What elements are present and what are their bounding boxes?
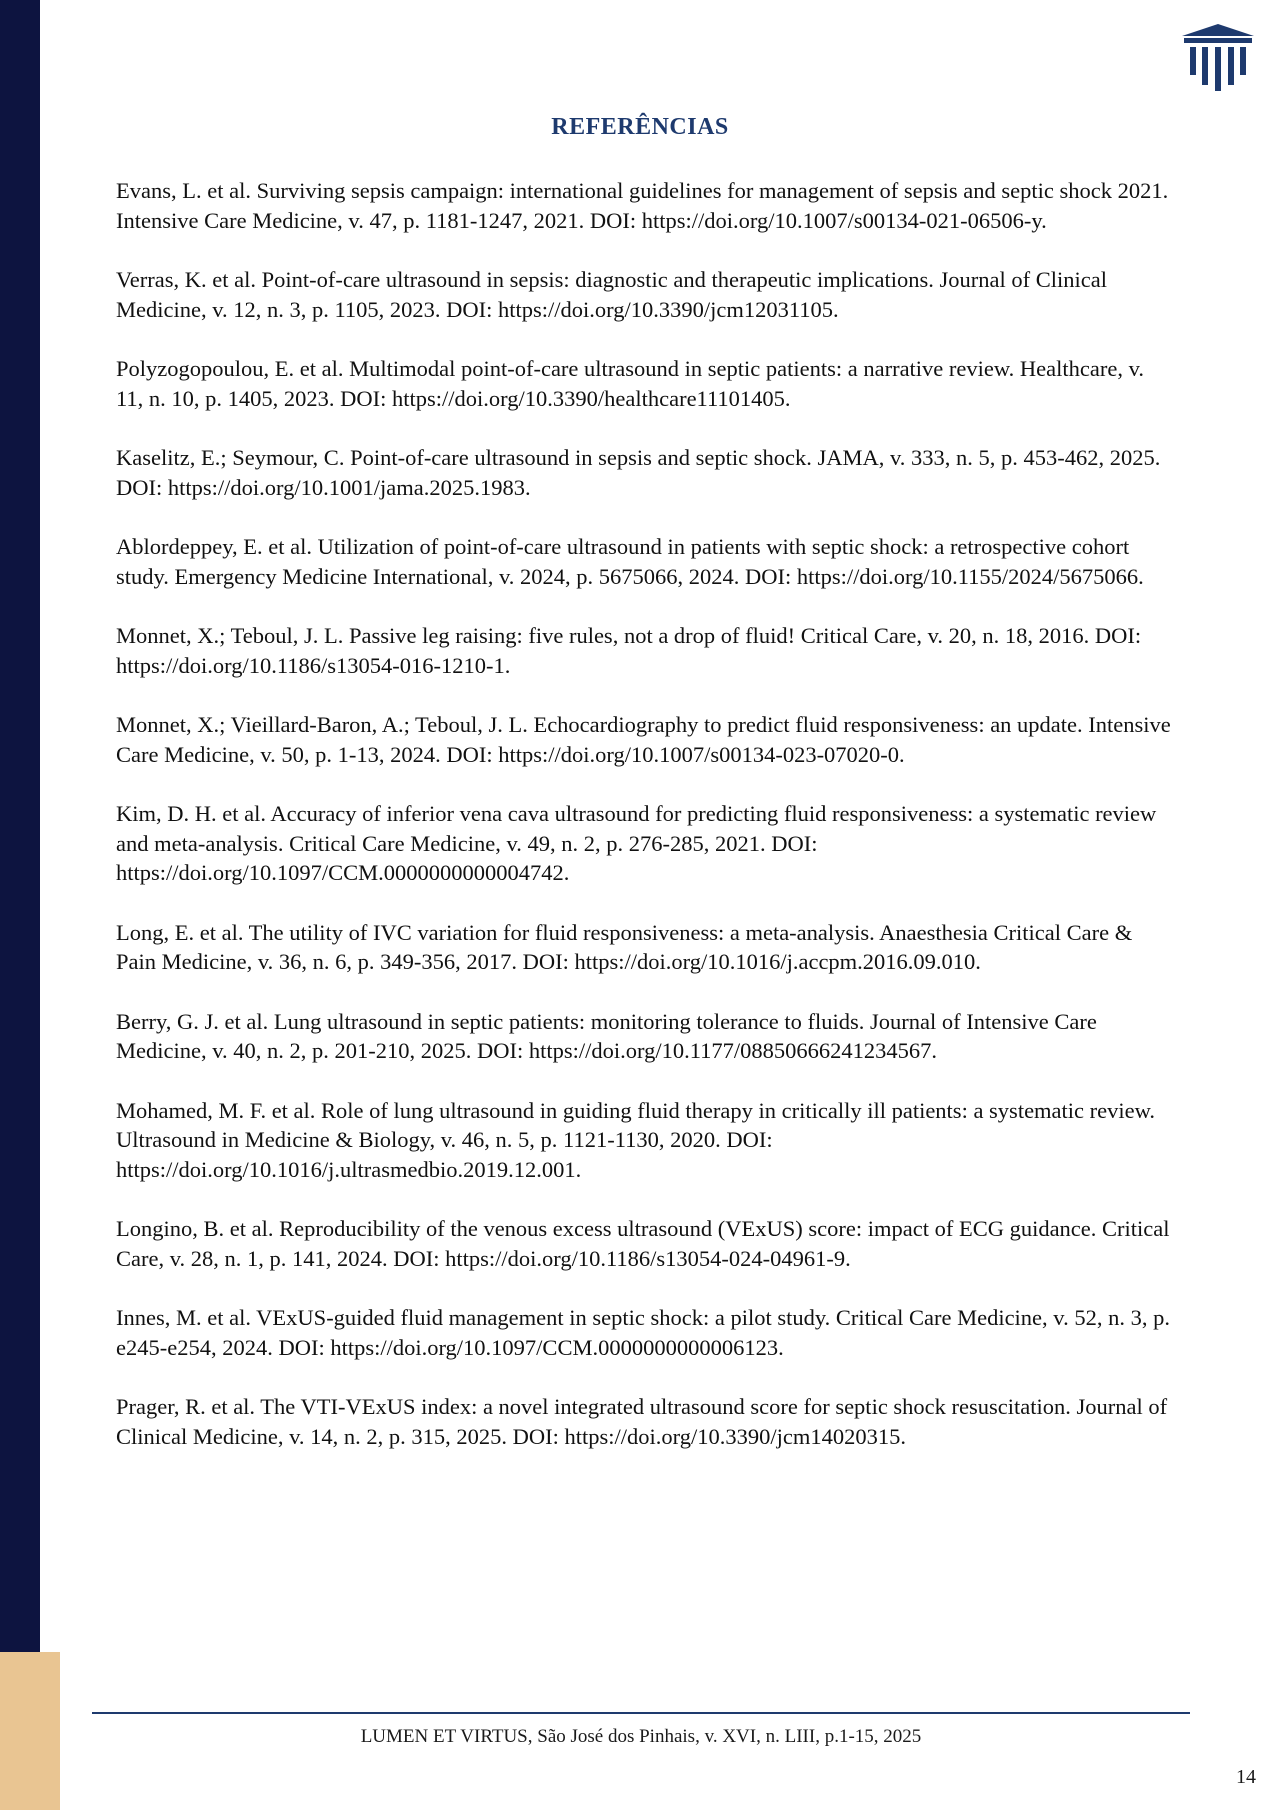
reference-item: Long, E. et al. The utility of IVC variation for fluid responsiveness: a meta-analysis. Anaesthesia Critical Care & Pain Medicine, v. 36, n. 6, p. 349-356, 2017. DOI: https://doi.org/10.1016/j.accpm.2016.09.010.	[116, 919, 1133, 974]
reference-item: Verras, K. et al. Point-of-care ultrasound in sepsis: diagnostic and therapeutic implications. Journal of Clinical Medicine, v. 12, n. 3, p. 1105, 2023. DOI: https://doi.org/10.3390/jcm12031105.	[116, 267, 1107, 322]
reference-item: Mohamed, M. F. et al. Role of lung ultrasound in guiding fluid therapy in critically ill patients: a systematic review. Ultrasound in Medicine & Biology, v. 46, n. 5, p. 1121-1130, 2020. DOI: https://doi.org/10.1016/j.ultrasmedbio.2019.12.001.	[116, 1097, 1156, 1182]
page-number: 14	[1236, 1766, 1256, 1788]
footer-divider	[92, 1712, 1190, 1714]
reference-item: Monnet, X.; Teboul, J. L. Passive leg raising: five rules, not a drop of fluid! Critical Care, v. 20, n. 18, 2016. DOI: https://doi.org/10.1186/s13054-016-1210-1.	[116, 623, 1142, 678]
reference-item: Prager, R. et al. The VTI-VExUS index: a novel integrated ultrasound score for septic shock resuscitation. Journal of Clinical Medicine, v. 14, n. 2, p. 315, 2025. DOI: https://doi.org/10.3390/jcm14020315.	[116, 1394, 1168, 1449]
reference-item: Berry, G. J. et al. Lung ultrasound in septic patients: monitoring tolerance to fluids. Journal of Intensive Care Medicine, v. 40, n. 2, p. 201-210, 2025. DOI: https://doi.org/10.1177/08850666241234567.	[116, 1008, 1097, 1063]
reference-list	[116, 176, 1176, 1481]
reference-item: Longino, B. et al. Reproducibility of the venous excess ultrasound (VExUS) score: impact of ECG guidance. Critical Care, v. 28, n. 1, p. 141, 2024. DOI: https://doi.org/10.1186/s13054-024-04961-9.	[116, 1216, 1170, 1271]
reference-item: Innes, M. et al. VExUS-guided fluid management in septic shock: a pilot study. Critical Care Medicine, v. 52, n. 3, p. e245-e254, 2024. DOI: https://doi.org/10.1097/CCM.0000000000006123.	[116, 1305, 1170, 1360]
page-title: REFERÊNCIAS	[551, 114, 729, 140]
left-sidebar-gold-band	[0, 1652, 60, 1810]
reference-item: Polyzogopoulou, E. et al. Multimodal point-of-care ultrasound in septic patients: a narrative review. Healthcare, v. 11, n. 10, p. 1405, 2023. DOI: https://doi.org/10.3390/healthcare11101405.	[116, 356, 1145, 411]
columns-logo-icon	[1180, 22, 1256, 92]
reference-item: Monnet, X.; Vieillard-Baron, A.; Teboul, J. L. Echocardiography to predict fluid responsiveness: an update. Intensive Care Medicine, v. 50, p. 1-13, 2024. DOI: https://doi.org/10.1007/s00134-023-07020-0.	[116, 712, 1171, 767]
reference-item: Ablordeppey, E. et al. Utilization of point-of-care ultrasound in patients with septic shock: a retrospective cohort study. Emergency Medicine International, v. 2024, p. 5675066, 2024. DOI: https://doi.org/10.1155/2024/5675066.	[116, 534, 1144, 589]
reference-item: Kim, D. H. et al. Accuracy of inferior vena cava ultrasound for predicting fluid responsiveness: a systematic review and meta-analysis. Critical Care Medicine, v. 49, n. 2, p. 276-285, 2021. DOI: https://doi.org/10.1097/CCM.0000000000004742.	[116, 801, 1157, 885]
left-sidebar-band	[0, 0, 40, 1652]
reference-item: Kaselitz, E.; Seymour, C. Point-of-care ultrasound in sepsis and septic shock. JAMA, v. 333, n. 5, p. 453-462, 2025. DOI: https://doi.org/10.1001/jama.2025.1983.	[116, 445, 1161, 500]
reference-item: Evans, L. et al. Surviving sepsis campaign: international guidelines for management of sepsis and septic shock 2021. Intensive Care Medicine, v. 47, p. 1181-1247, 2021. DOI: https://doi.org/10.1007/s00134-021-06506-y.	[116, 178, 1169, 233]
footer-citation: LUMEN ET VIRTUS, São José dos Pinhais, v. XVI, n. LIII, p.1-15, 2025	[360, 1726, 922, 1747]
